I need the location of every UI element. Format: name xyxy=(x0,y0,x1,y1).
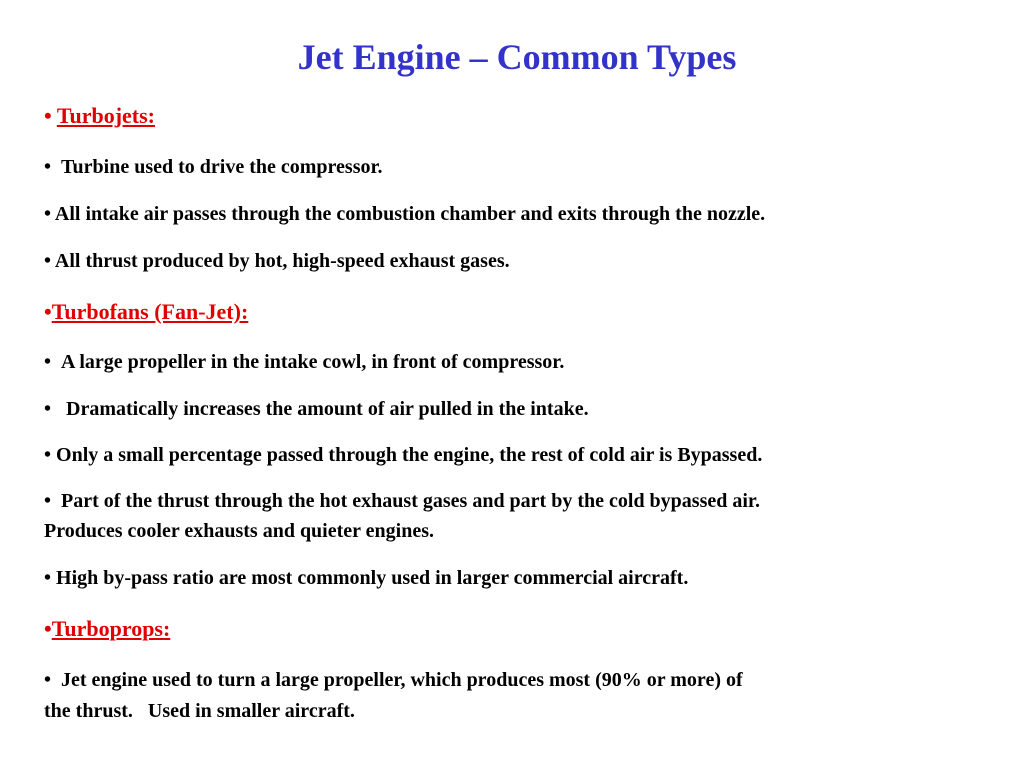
section-heading-turbojets xyxy=(44,100,984,131)
section-heading-turboprops xyxy=(44,613,984,644)
bullet: • xyxy=(44,669,62,691)
bullet: • xyxy=(44,398,67,420)
heading-text: Turboprops: xyxy=(51,616,171,641)
list-item xyxy=(44,246,984,277)
list-item-text: High by-pass ratio are most commonly used in larger commercial aircraft. xyxy=(56,567,689,589)
list-item-text: Part of the thrust through the hot exhaust gases and part by the cold bypassed air. xyxy=(61,490,760,512)
list-item-text: All thrust produced by hot, high-speed exhaust gases. xyxy=(54,250,510,272)
bullet: • xyxy=(44,567,57,589)
list-item-text: Turbine used to drive the compressor. xyxy=(61,156,383,178)
bullet: • xyxy=(44,616,52,641)
list-item-continuation xyxy=(44,516,984,547)
list-item xyxy=(44,152,984,183)
bullet: • xyxy=(44,250,55,272)
list-item-text: Dramatically increases the amount of air pulled in the intake. xyxy=(66,398,589,420)
list-item xyxy=(44,440,984,471)
bullet: • xyxy=(44,299,52,324)
list-item xyxy=(44,347,984,378)
heading-text: Turbofans (Fan-Jet): xyxy=(51,299,249,324)
list-item-text: All intake air passes through the combustion chamber and exits through the nozzle. xyxy=(54,203,766,225)
list-item-text: Jet engine used to turn a large propeller, which produces most (90% or more) of xyxy=(61,669,743,691)
list-item-text: Produces cooler exhausts and quieter engines. xyxy=(44,520,435,542)
list-item-text: A large propeller in the intake cowl, in front of compressor. xyxy=(61,351,565,373)
page-title: Jet Engine – Common Types xyxy=(297,37,737,77)
list-item xyxy=(44,394,984,425)
list-item xyxy=(44,665,984,696)
list-item-text: the thrust. Used in smaller aircraft. xyxy=(44,700,355,722)
list-item xyxy=(44,563,984,594)
heading-text: Turbojets: xyxy=(56,103,156,128)
bullet: • xyxy=(44,103,57,128)
list-item-text: Only a small percentage passed through the engine, the rest of cold air is Bypassed. xyxy=(56,444,763,466)
list-item xyxy=(44,486,984,517)
section-heading-turbofans xyxy=(44,296,984,327)
list-item xyxy=(44,199,984,230)
bullet: • xyxy=(44,490,62,512)
bullet: • xyxy=(44,156,62,178)
bullet: • xyxy=(44,444,57,466)
bullet: • xyxy=(44,203,55,225)
list-item-continuation xyxy=(44,696,984,727)
bullet: • xyxy=(44,351,62,373)
